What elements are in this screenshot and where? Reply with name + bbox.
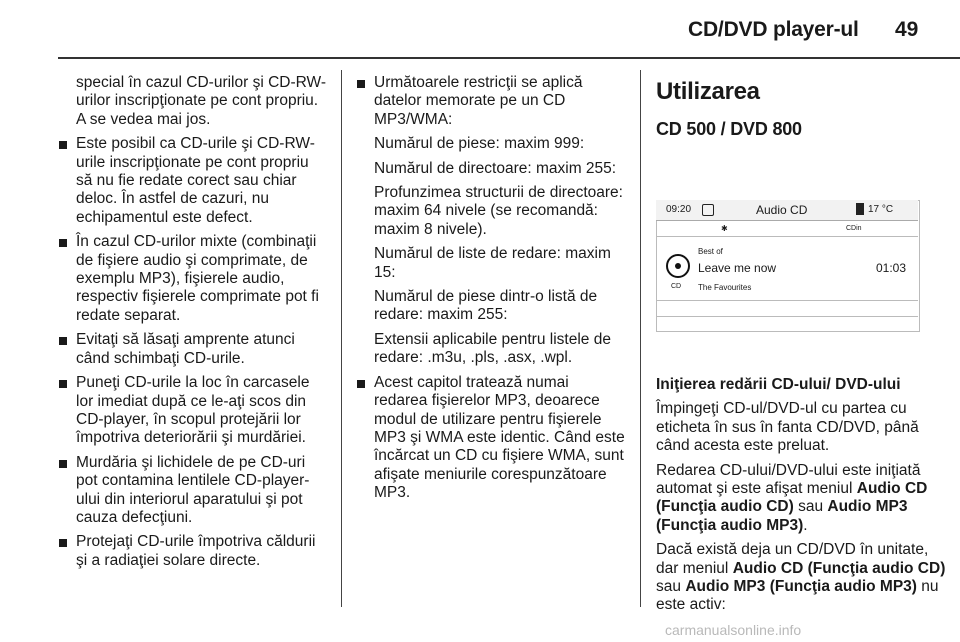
text-run: nu este activ:	[656, 578, 939, 614]
text-run: .	[803, 516, 808, 534]
menu-name: Audio CD (Funcţia audio CD)	[656, 480, 928, 516]
cd-label: CD	[671, 283, 682, 290]
bullet-item: Acest capitol tratează numai redarea fişierelor MP3, deoarece modul de utilizare pentru fişierele MP3 şi WMA este identic. Când este încărcat un CD cu fişiere WMA, sunt afişate meniurile corespunzătoare MP3.	[356, 374, 626, 503]
track-time: 01:03	[876, 261, 907, 275]
bluetooth-icon: ✱	[721, 224, 728, 233]
bullet-item: Evitaţi să lăsaţi amprente atunci când schimbaţi CD-urile.	[58, 331, 328, 368]
watermark: carmanualsonline.info	[665, 622, 802, 638]
bullet-item: În cazul CD-urilor mixte (combinaţii de fişiere audio şi comprimate, de exemplu MP3), fişierele audio, respectiv fişierele comprimate pot fi redate separat.	[58, 233, 328, 325]
track-artist: Best of	[698, 247, 723, 256]
text-run: Redarea CD-ului/DVD-ului este iniţiată automat şi este afişat meniul	[656, 461, 921, 498]
instruction-paragraph	[656, 462, 946, 536]
bullet-item: Următoarele restricţii se aplică datelor memorate pe un CD MP3/WMA:	[356, 74, 626, 129]
restriction-item: Numărul de piese dintr-o listă de redare: maxim 255:	[374, 288, 598, 324]
menu-name: Audio MP3 (Funcţia audio MP3)	[656, 498, 908, 534]
bullet-item: Puneţi CD-urile la loc în carcasele lor imediat după ce le-aţi scos din CD-player, în scopul protejării lor împotriva deteriorării şi murdăriei.	[58, 374, 328, 448]
page-number: 49	[895, 18, 919, 41]
instruction-paragraph: Împingeţi CD-ul/DVD-ul cu partea cu eticheta în sus în fanta CD/DVD, până când acesta este preluat.	[656, 400, 919, 455]
bullet-item: Murdăria şi lichidele de pe CD-uri pot contamina lentilele CD-player-ului din interiorul aparatului şi pot cauza defecţiuni.	[58, 454, 328, 528]
track-album: The Favourites	[698, 283, 752, 292]
page-header	[0, 0, 960, 50]
section-heading: Utilizarea	[656, 78, 760, 105]
clock-icon	[702, 204, 714, 216]
screen-divider	[656, 236, 918, 237]
menu-name: Audio MP3 (Funcţia audio MP3)	[685, 578, 917, 596]
column-divider	[640, 70, 641, 607]
header-title: CD/DVD player-ul	[688, 18, 859, 41]
restriction-item: Numărul de liste de redare: maxim 15:	[374, 245, 611, 281]
phone-icon	[856, 203, 864, 215]
audio-cd-screen-illustration	[656, 200, 918, 330]
track-title: Leave me now	[698, 261, 777, 275]
bullet-item: Protejaţi CD-urile împotriva căldurii şi a radiaţiei solare directe.	[58, 533, 328, 570]
screen-divider	[656, 316, 918, 317]
screen-temperature: 17 °C	[868, 204, 894, 215]
instruction-paragraph	[656, 541, 946, 615]
restriction-item: Numărul de directoare: maxim 255:	[374, 159, 617, 177]
subsection-heading: CD 500 / DVD 800	[656, 119, 802, 139]
text-run: Dacă există deja un CD/DVD în unitate, dar meniul	[656, 541, 929, 577]
restriction-item: Extensii aplicabile pentru listele de redare: .m3u, .pls, .asx, .wpl.	[374, 330, 611, 367]
screen-divider	[656, 300, 918, 301]
text-run: sau	[793, 498, 828, 516]
screen-title: Audio CD	[756, 203, 808, 217]
restriction-item: Numărul de piese: maxim 999:	[374, 135, 585, 153]
disc-icon	[666, 254, 690, 278]
column-1	[58, 74, 328, 576]
column-divider	[341, 70, 342, 607]
instruction-heading: Iniţierea redării CD-ului/ DVD-ului	[656, 376, 901, 393]
cd-in-indicator: CDin	[846, 225, 862, 232]
column-3-text	[656, 376, 946, 621]
restriction-item: Profunzimea structurii de directoare: maxim 64 nivele (se recomandă: maxim 8 nivele).	[374, 184, 623, 238]
continuation-text: special în cazul CD-urilor şi CD-RW-urilor inscripţionate pe cont propriu. A se vedea mai jos.	[76, 74, 327, 128]
column-2	[356, 74, 626, 509]
header-rule	[58, 57, 960, 59]
screen-time: 09:20	[666, 204, 692, 215]
menu-name: Audio CD (Funcţia audio CD)	[732, 559, 946, 577]
text-run: sau	[656, 578, 686, 596]
bullet-item: Este posibil ca CD-urile şi CD-RW-urile inscripţionate pe cont propriu să nu fie redate corect sau chiar deloc. În astfel de cazuri, nu echipamentul este defect.	[58, 135, 328, 227]
